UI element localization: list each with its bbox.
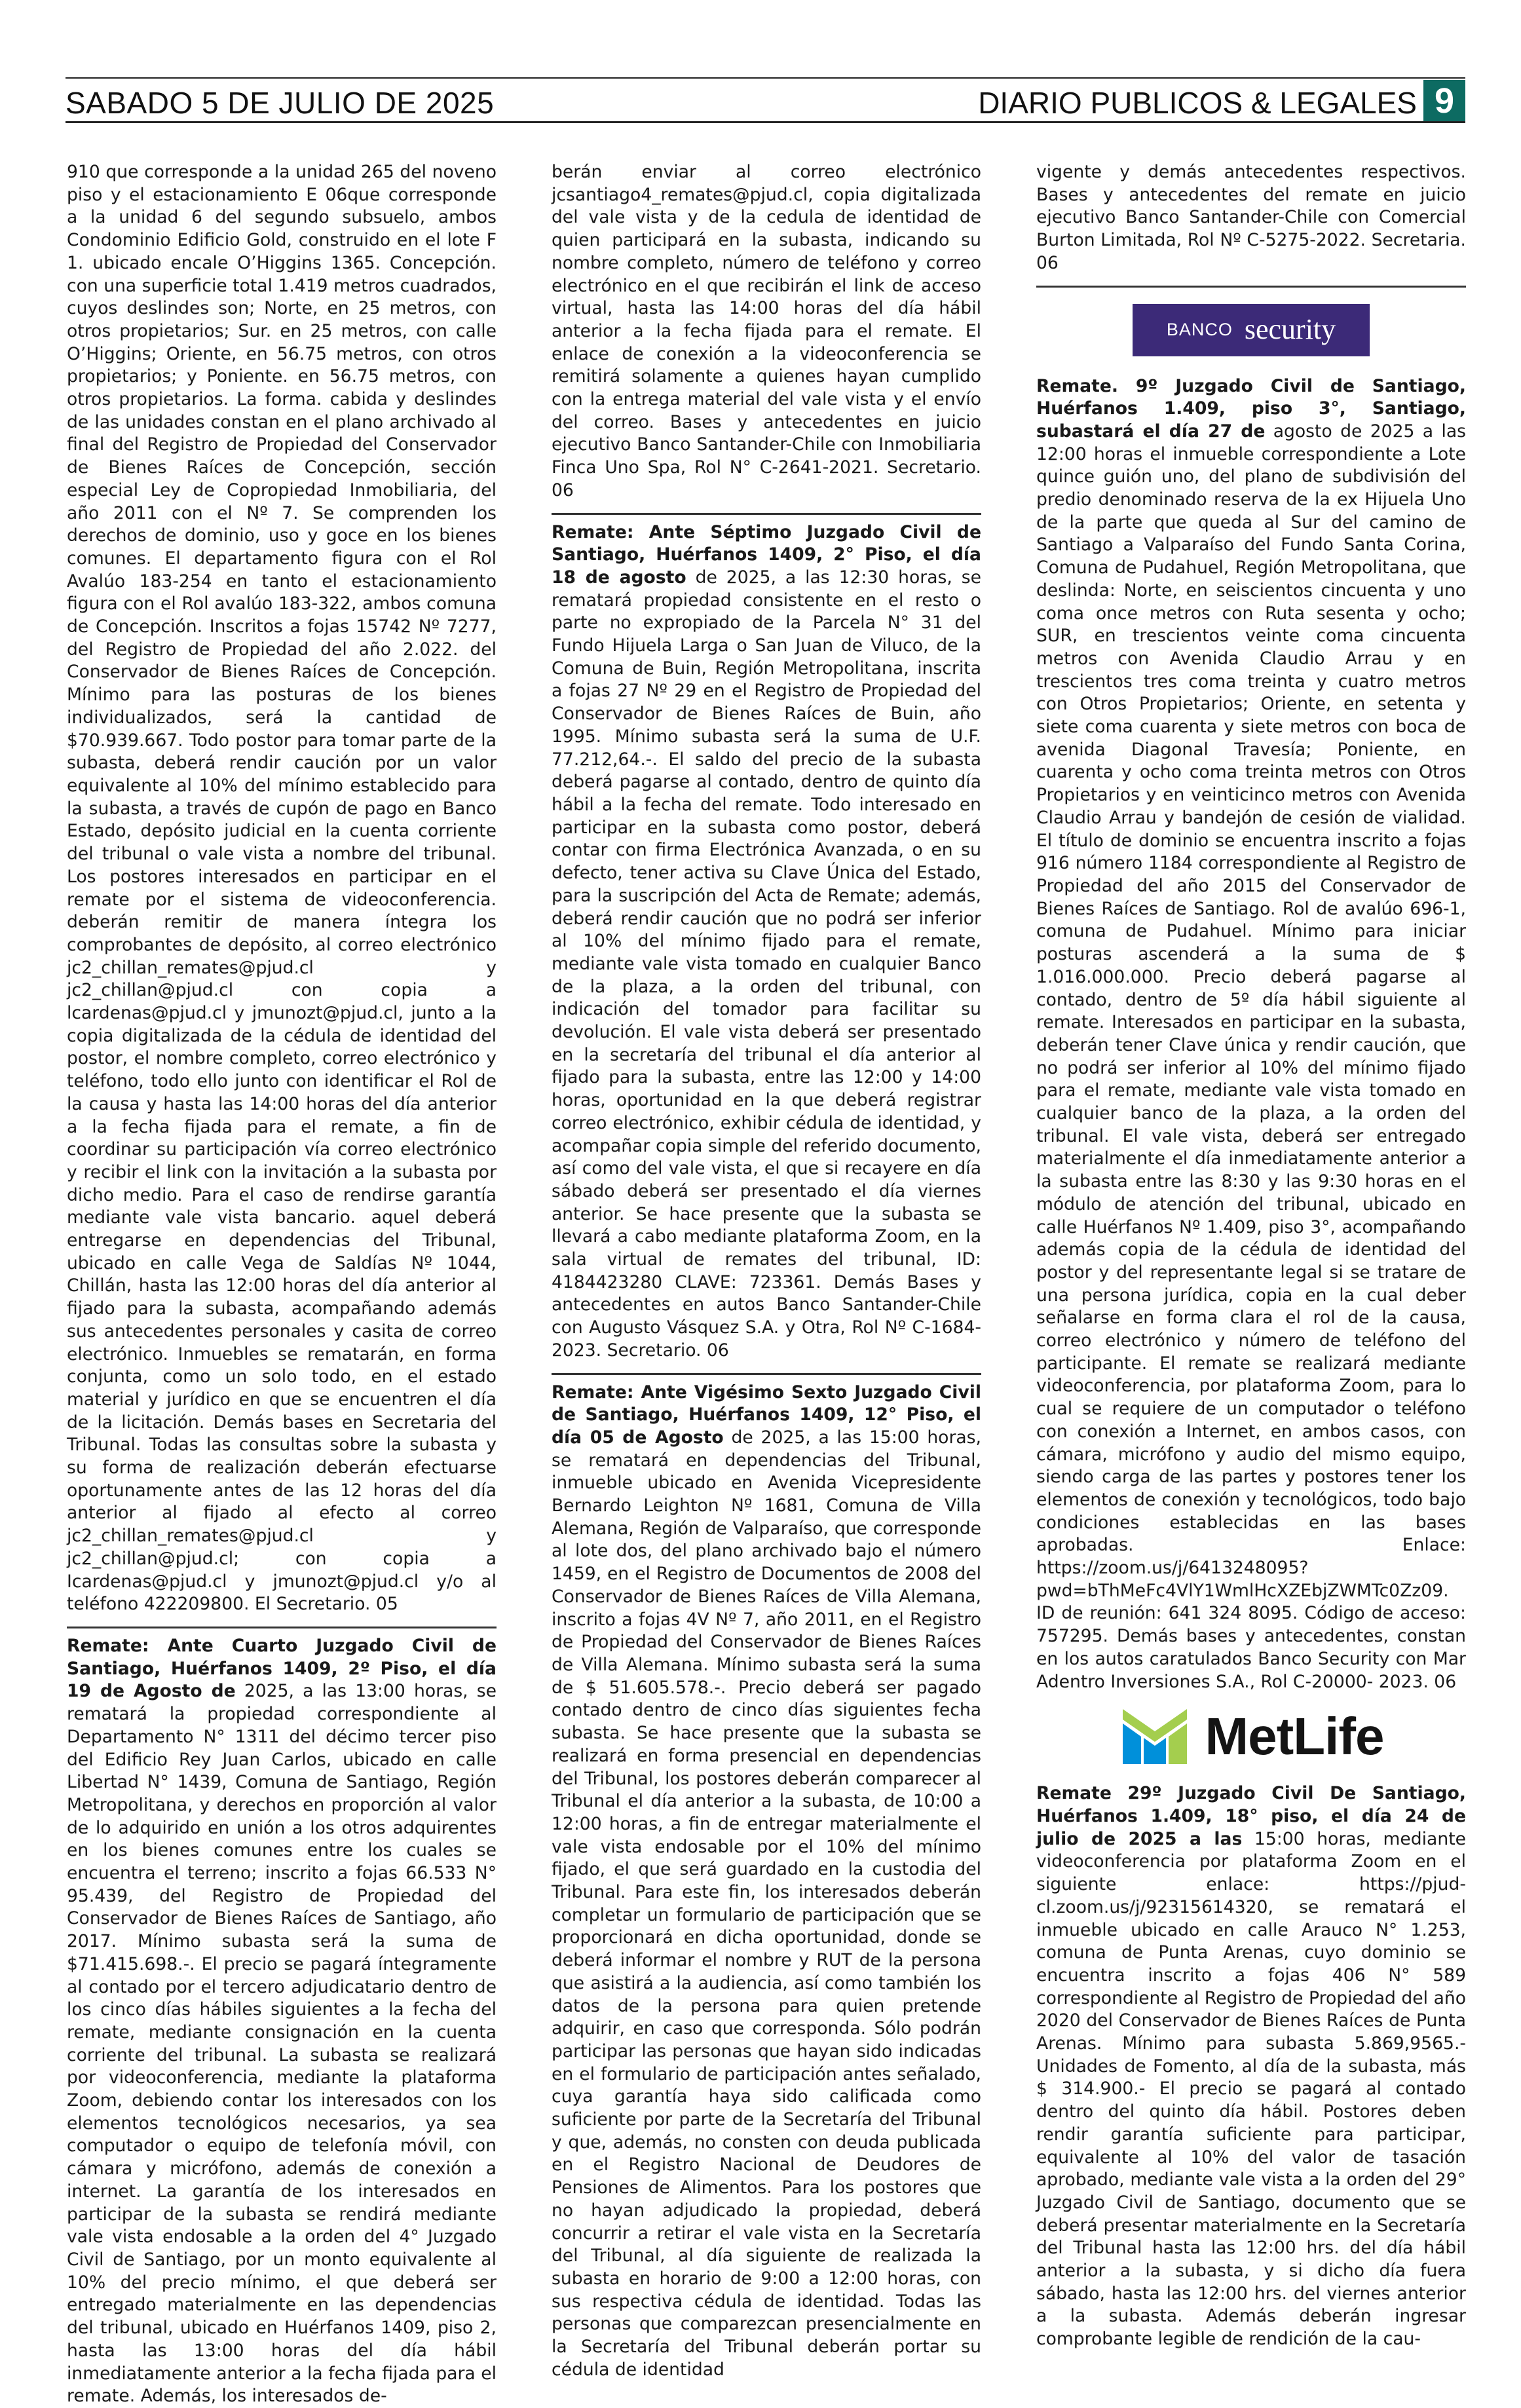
notice-body: 2025, a las 13:00 horas, se rematará la propiedad correspondiente al Departamento N° 1311 del décimo tercer piso del Edificio Rey Juan Carlos, ubicado en calle Libertad N° 1439, Comuna de Santiago, Región Metropolitana, y derechos en proporción al valor de lo adquirido en unión a los otros adquirentes en los bienes comunes entre los cuales se encuentra el terreno; inscrito a fojas 66.533 N° 95.439, del Registro de Propiedad del Conservador de Bienes Raíces de Santiago, año 2017. Mínimo subasta será la suma de $71.415.698.-. El precio se pagará íntegramente al contado por el tercero adjudicatario dentro de los cinco días hábiles siguientes a la fecha del remate, mediante consignación en la cuenta corriente del tribunal. La subasta se realizará por videoconferencia, mediante la plataforma Zoom, debiendo contar los interesados con los elementos tecnológicos necesarios, ya sea computador o equipo de telefonía móvil, con cámara y micrófono, además de conexión a internet. La garantía de los interesados en participar de la subasta se rendirá mediante vale vista endosable a la orden del 4° Juzgado Civil de Santiago, por un monto equivalente al 10% del precio mínimo, el que deberá ser entregado materialmente en las dependencias del tribunal, ubicado en Huérfanos 1409, piso 2, hasta las 13:00 horas del día hábil inmediatamente anterior a la fecha fijada para el remate. Además, los interesados de- (67, 1681, 497, 2407)
logo-security-text: security (1244, 313, 1336, 346)
notice-remate-cuarto-juzgado (67, 1635, 497, 2408)
column-3 (1036, 161, 1467, 2350)
notice-continued (1036, 161, 1466, 275)
notice-continued (67, 161, 497, 1616)
header-top-rule (66, 77, 1465, 79)
notice-remate-vigesimo-sexto-juzgado (552, 1382, 981, 2382)
notice-separator (67, 1627, 497, 1628)
notice-separator (1036, 286, 1466, 288)
notice-heading: Remate. 9º Juzgado Civil de Santiago, Huérfanos 1.409, piso 3°, Santiago, subastará el día 27 de (1036, 375, 1466, 442)
publication-name: DIARIO PUBLICOS & LEGALES (978, 86, 1417, 120)
notice-continued (552, 161, 981, 502)
notice-body: de 2025, a las 12:30 horas, se rematará propiedad consistente en el resto o parte no expropiado de la Parcela N° 31 del Fundo Hijuela Larga o San Juan de Viluco, de la Comuna de Buin, Región Metropolitana, inscrita a fojas 27 Nº 29 en el Registro de Propiedad del Conservador de Bienes Raíces de Buin, año 1995. Mínimo subasta será la suma de U.F. 77.212,64.-. El saldo del precio de la subasta deberá pagarse al contado, dentro de quinto día hábil a la fecha del remate. Todo interesado en participar en la subasta como postor, deberá contar con firma Electrónica Avanzada, o en su defecto, tener activa su Clave Única del Estado, para la suscripción del Acta de Remate; además, deberá rendir caución que no podrá ser inferior al 10% del mínimo fijado para el remate, mediante vale vista tomado en cualquier Banco de la plaza, a la orden del tribunal, con indicación del tomador para facilitar su devolución. El vale vista deberá ser presentado en la secretaría del tribunal el día anterior al fijado para la subasta, entre las 12:00 y 14:00 horas, oportunidad en la que deberá registrar correo electrónico, exhibir cédula de identidad, y acompañar copia simple del referido documento, así como del vale vista, el que si recayere en día sábado deberá ser presentado el día viernes anterior. Se hace presente que la subasta se llevará a cabo mediante plataforma Zoom, en la sala virtual de remates del tribunal, ID: 4184423280 CLAVE: 723361. Demás Bases y antecedentes en autos Banco Santander-Chile con Augusto Vásquez S.A. y Otra, Rol Nº C-1684-2023. Secretario. 06 (552, 567, 981, 1361)
notice-body: vigente y demás antecedentes respectivos. Bases y antecedentes del remate en juicio ejecutivo Banco Santander-Chile con Comercial Burton Limitada, Rol Nº C-5275-2022. Secretaria. 06 (1036, 162, 1466, 273)
notice-body: agosto de 2025 a las 12:00 horas el inmueble correspondiente a Lote quince guión uno, del plano de subdivisión del predio denominado reserva de la ex Hijuela Uno de la parte que queda al Sur del camino de Santiago a Valparaíso del Fundo Santa Corina, Comuna de Pudahuel, Región Metropolitana, que deslinda: Norte, en seiscientos cincuenta y uno coma once metros con Ruta sesenta y ocho; SUR, en trescientos veinte coma cincuenta metros con Avenida Claudio Arrau y en trescientos tres coma treinta y cuatro metros con Otros Propietarios; Oriente, en setenta y siete coma cuarenta y siete metros con boca de avenida Diagonal Travesía; Poniente, en cuarenta y ocho coma treinta metros con Otros Propietarios y en veinticinco metros con Avenida Claudio Arrau y bandejón de cesión de vialidad. El título de dominio se encuentra inscrito a fojas 916 número 1184 correspondiente al Registro de Propiedad del año 2015 del Conservador de Bienes Raíces de Santiago. Rol de avalúo 696-1, comuna de Pudahuel. Mínimo para iniciar posturas ascenderá a la suma de $ 1.016.000.000. Precio deberá pagarse al contado, dentro de 5º día hábil siguiente al remate. Interesados en participar en la subasta, deberán tener Clave única y rendir caución, que no podrá ser inferior al 10% del mínimo fijado para el remate, mediante vale vista tomado en cualquier banco de la plaza, a la orden del tribunal. El vale vista, deberá ser entregado materialmente el día inmediatamente anterior a la subasta entre las 8:30 y las 9:30 horas en el módulo de atención del tribunal, ubicado en calle Huérfanos Nº 1.409, piso 3°, acompañando además copia de la cédula de identidad del postor y del representante legal si se tratare de una persona jurídica, copia en la cual deber señalarse en forma clara el rol de la causa, correo electrónico y número de teléfono del participante. El remate se realizará mediante videoconferencia, por plataforma Zoom, para lo cual se requiere de un computador o teléfono con conexión a Internet, en ambos casos, con cámara, micrófono y audio del mismo equipo, siendo carga de las partes y postores tener los elementos de conexión y tecnológicos, todo bajo condiciones establecidas en las bases aprobadas. Enlace: https://zoom.us/j/6413248095?pwd=bThMeFc4VlY1WmlHcXZEbjZWMTc0Zz09. ID de reunión: 641 324 8095. Código de acceso: 757295. Demás bases y antecedentes, constan en los autos caratulados Banco Security con Mar Adentro Inversiones S.A., Rol C-20000- 2023. 06 (1036, 421, 1467, 1692)
logo-metlife-text: MetLife (1205, 1706, 1384, 1765)
page-header (66, 72, 1465, 123)
metlife-logo (1036, 1697, 1466, 1776)
header-date: SABADO 5 DE JULIO DE 2025 (66, 86, 495, 120)
notice-separator (552, 1373, 981, 1375)
notice-body: berán enviar al correo electrónico jcsantiago4_remates@pjud.cl, copia digitalizada del vale vista y de la cedula de identidad de quien participará en la subasta, indicando su nombre completo, número de teléfono y correo electrónico en el que recibirán el link de acceso virtual, hasta las 14:00 horas del día hábil anterior a la fecha fijada para el remate. El enlace de conexión a la videoconferencia se remitirá solamente a quienes hayan cumplido con la entrega material del vale vista y el envío del correo. Bases y antecedentes en juicio ejecutivo Banco Santander-Chile con Inmobiliaria Finca Uno Spa, Rol N° C-2641-2021. Secretario. 06 (552, 162, 981, 500)
banco-security-badge (1133, 304, 1370, 356)
page-number: 9 (1423, 80, 1465, 122)
notice-heading: Remate: Ante Vigésimo Sexto Juzgado Civil de Santiago, Huérfanos 1409, 12° Piso, el día 05 de Agosto (552, 1382, 981, 1448)
notice-heading: Remate: Ante Cuarto Juzgado Civil de Santiago, Huérfanos 1409, 2º Piso, el día 19 de Agosto de (67, 1636, 497, 1702)
notice-remate-noveno-juzgado (1036, 375, 1466, 1694)
banco-security-logo (1036, 294, 1466, 366)
notice-remate-septimo-juzgado (552, 521, 981, 1363)
column-2 (552, 161, 981, 2380)
notice-remate-vigesimo-noveno-juzgado (1036, 1782, 1466, 2351)
notice-body: 15:00 horas, mediante videoconferencia por plataforma Zoom en el siguiente enlace: https://pjud-cl.zoom.us/j/92315614320, se rematará el inmueble ubicado en calle Arauco N° 1.253, comuna de Punta Arenas, cuyo dominio se encuentra inscrito a fojas 406 N° 589 correspondiente al Registro de Propiedad del año 2020 del Conservador de Bienes Raíces de Punta Arenas. Mínimo para subasta 5.869,9565.- Unidades de Fomento, al día de la subasta, más $ 314.900.- El precio se pagará al contado dentro del quinto día hábil. Postores deben rendir garantía suficiente para participar, equivalente al 10% del valor de tasación aprobado, mediante vale vista a la orden del 29° Juzgado Civil de Santiago, documento que se deberá presentar materialmente en la Secretaría del Tribunal hasta las 12:00 hrs. del día hábil anterior a la subasta, y si dicho día fuera sábado, hasta las 12:00 hrs. del viernes anterior a la subasta. Además deberán ingresar comprobante legible de rendición de la cau- (1036, 1828, 1466, 2350)
notice-heading: Remate: Ante Séptimo Juzgado Civil de Santiago, Huérfanos 1409, 2° Piso, el día 18 de agosto (552, 521, 981, 588)
notice-body: 910 que corresponde a la unidad 265 del noveno piso y el estacionamiento E 06que corresponde a la unidad 6 del segundo subsuelo, ambos Condominio Edificio Gold, construido en el lote F 1. ubicado encale O’Higgins 1365. Concepción. con una superficie total 1.419 metros cuadrados, cuyos deslindes son; Norte, en 25 metros, con otros propietarios; Sur. en 25 metros, con calle O’Higgins; Oriente, en 56.75 metros, con otros propietarios; y Poniente. en 56.75 metros, con otros propietarios. La forma. cabida y deslindes de las unidades constan en el plano archivado al final del Registro de Propiedad del Conservador de Bienes Raíces de Concepción, sección especial Ley de Copropiedad Inmobiliaria, del año 2011 con el Nº 7. Se comprenden los derechos de dominio, uso y goce en los bienes comunes. El departamento figura con el Rol Avalúo 183-254 en tanto el estacionamiento figura con el Rol avalúo 183-322, ambos comuna de Concepción. Inscritos a fojas 15742 Nº 7277, del Registro de Propiedad del año 2.022. del Conservador de Bienes Raíces de Concepción. Mínimo para las posturas de los bienes individualizados, será la cantidad de $70.939.667. Todo postor para tomar parte de la subasta, deberá rendir caución por un valor equivalente al 10% del mínimo establecido para la subasta, a través de cupón de pago en Banco Estado, depósito judicial en la cuenta corriente del tribunal o vale vista a nombre del tribunal. Los postores interesados en participar en el remate por el sistema de videoconferencia. deberán remitir de manera íntegra los comprobantes de depósito, al correo electrónico jc2_chillan_remates@pjud.cl y jc2_chillan@pjud.cl con copia a lcardenas@pjud.cl y jmunozt@pjud.cl, junto a la copia digitalizada de la cédula de identidad del postor, el nombre completo, correo electrónico y teléfono, todo ello junto con identificar el Rol de la causa y hasta las 14:00 horas del día anterior a la fecha fijada para el remate, a fin de coordinar su participación vía correo electrónico y recibir el link con la invitación a la subasta por dicho medio. Para el caso de rendirse garantía mediante vale vista bancario. aquel deberá entregarse en dependencias del Tribunal, ubicado en calle Vega de Saldías Nº 1044, Chillán, hasta las 12:00 horas del día anterior al fijado para la subasta, acompañando además sus antecedentes personales y casita de correo electrónico. Inmuebles se rematarán, en forma conjunta, como un solo todo, en el estado material y jurídico en que se encuentren el día de la licitación. Demás bases en Secretaria del Tribunal. Todas las consultas sobre la subasta y su forma de realización deberán efectuarse oportunamente antes de las 12 horas del día anterior al fijado al efecto al correo jc2_chillan_remates@pjud.cl y jc2_chillan@pjud.cl; con copia a Icardenas@pjud.cl y jmunozt@pjud.cl y/o al teléfono 422209800. El Secretario. 05 (67, 162, 497, 1615)
notice-body: de 2025, a las 15:00 horas, se rematará en dependencias del Tribunal, inmueble ubicado en Avenida Vicepresidente Bernardo Leighton Nº 1681, Comuna de Villa Alemana, Región de Valparaíso, que corresponde al lote dos, del plano archivado bajo el número 1459, en el Registro de Documentos de 2008 del Conservador de Bienes Raíces de Villa Alemana, inscrito a fojas 4V Nº 7, año 2011, en el Registro de Propiedad del Conservador de Bienes Raíces de Villa Alemana. Mínimo subasta será la suma de $ 51.605.578.-. Precio deberá ser pagado contado dentro de cinco días siguientes fecha subasta. Se hace presente que la subasta se realizará en forma presencial en dependencias del Tribunal, los postores deberán comparecer al Tribunal el día anterior a la subasta, de 10:00 a 12:00 horas, a fin de entregar materialmente el vale vista endosable por el 10% del mínimo fijado, el que será guardado en la custodia del Tribunal. Para este fin, los interesados deberán completar un formulario de participación que se proporcionará en dicha oportunidad, donde se deberá informar el nombre y RUT de la persona que asistirá a la audiencia, así como también los datos de la persona para quien pretende adquirir, en caso que corresponda. Sólo podrán participar las personas que hayan sido indicadas en el formulario de participación antes señalado, cuya garantía haya sido calificada como suficiente por parte de la Secretaría del Tribunal y que, además, no consten con deuda publicada en el Registro Nacional de Deudores de Pensiones de Alimentos. Para los postores que no hayan adjudicado la propiedad, deberá concurrir a retirar el vale vista en la Secretaría del Tribunal, al día siguiente de realizada la subasta en horario de 9:00 a 12:00 horas, con sus respectiva cédula de identidad. Todas las personas que comparezcan presencialmente en la Secretaría del Tribunal deberán portar su cédula de identidad (552, 1427, 981, 2380)
notice-heading: Remate 29º Juzgado Civil De Santiago, Huérfanos 1.409, 18° piso, el día 24 de julio de 2025 a las (1036, 1783, 1466, 1849)
column-1 (67, 161, 497, 2407)
notice-separator (552, 513, 981, 515)
metlife-m-icon (1119, 1704, 1191, 1769)
logo-banco-text: BANCO (1166, 320, 1233, 340)
header-bottom-rule (66, 121, 1465, 123)
